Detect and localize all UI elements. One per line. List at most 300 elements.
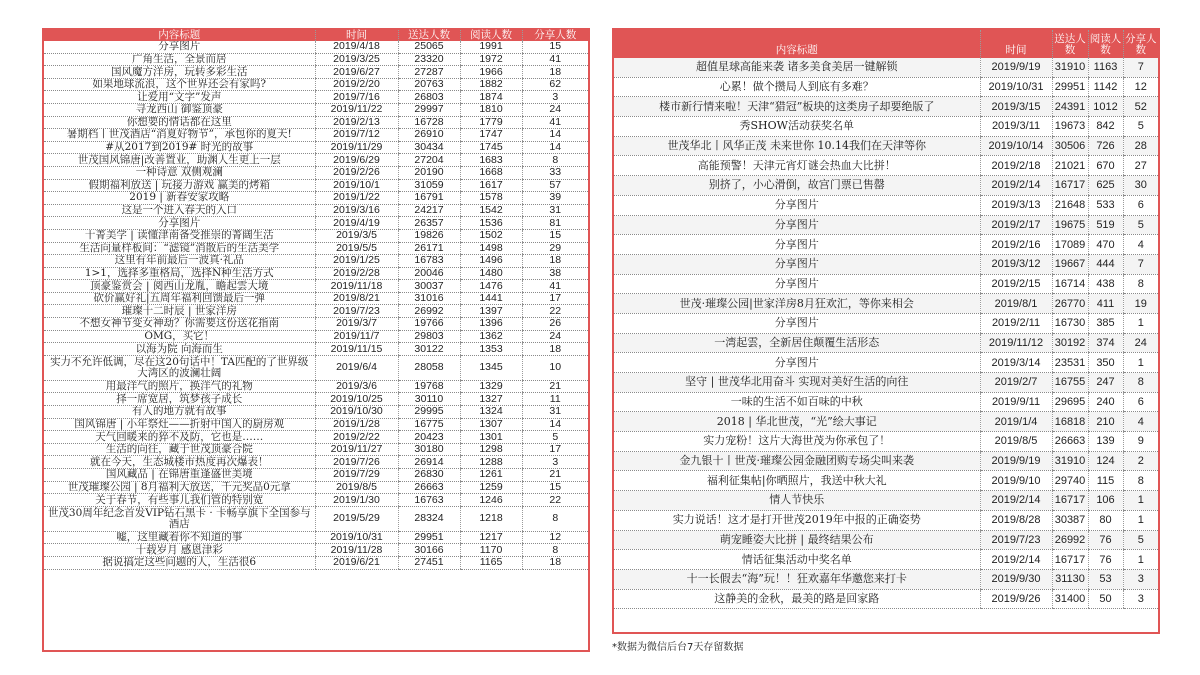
cell-delivered: 29997 <box>398 103 460 116</box>
table-row <box>614 471 1158 491</box>
header-date: 时间 <box>980 30 1052 58</box>
cell-reads: 1502 <box>460 229 522 242</box>
cell-delivered: 20190 <box>398 166 460 179</box>
cell-delivered: 23531 <box>1052 353 1088 373</box>
cell-date: 2019/2/14 <box>980 550 1052 570</box>
cell-reads: 1966 <box>460 66 522 79</box>
cell-title: 实力不允许低调，尽在这20句话中！TA匹配的了世界级大湾区的波澜壮阔 <box>44 355 315 380</box>
cell-title: 分享图片 <box>614 235 980 255</box>
table-row <box>44 305 588 318</box>
cell-delivered: 27287 <box>398 66 460 79</box>
table-row <box>614 569 1158 589</box>
table-row <box>44 469 588 482</box>
cell-reads: 670 <box>1088 156 1123 176</box>
cell-title: 世茂30周年纪念首发VIP钻石黑卡 · 卡畅享旗下全国参与酒店 <box>44 506 315 531</box>
table-row <box>614 589 1158 609</box>
cell-reads: 385 <box>1088 313 1123 333</box>
cell-title: #从2017到2019# 时光的故事 <box>44 141 315 154</box>
cell-reads: 139 <box>1088 432 1123 452</box>
cell-title: 国风藏品 | 在锦唐重逢盛世美境 <box>44 469 315 482</box>
cell-reads: 444 <box>1088 254 1123 274</box>
cell-date: 2019/10/14 <box>980 136 1052 156</box>
cell-title: 嘘，这里藏着你不知道的事 <box>44 531 315 544</box>
cell-date: 2019/2/14 <box>980 176 1052 196</box>
cell-delivered: 26663 <box>398 481 460 494</box>
cell-date: 2019/2/13 <box>315 116 398 129</box>
cell-shares: 21 <box>522 469 588 482</box>
cell-title: 秀SHOW活动获奖名单 <box>614 117 980 137</box>
cell-shares: 15 <box>522 229 588 242</box>
cell-delivered: 30122 <box>398 343 460 356</box>
table-row <box>614 294 1158 314</box>
cell-shares: 1 <box>1123 313 1158 333</box>
cell-delivered: 26992 <box>398 305 460 318</box>
cell-reads: 1536 <box>460 217 522 230</box>
header-delivered: 送达人数 <box>398 30 460 41</box>
table-row <box>614 432 1158 452</box>
table-row <box>44 406 588 419</box>
cell-reads: 1218 <box>460 506 522 531</box>
cell-date: 2019/3/14 <box>980 353 1052 373</box>
cell-date: 2019/2/14 <box>980 491 1052 511</box>
cell-delivered: 16717 <box>1052 550 1088 570</box>
cell-reads: 1353 <box>460 343 522 356</box>
table-row <box>44 544 588 557</box>
cell-reads: 124 <box>1088 451 1123 471</box>
cell-date: 2019/7/26 <box>315 456 398 469</box>
table-row <box>614 392 1158 412</box>
cell-delivered: 30037 <box>398 280 460 293</box>
cell-delivered: 27204 <box>398 154 460 167</box>
cell-delivered: 16755 <box>1052 373 1088 393</box>
cell-title: 实力说话！这才是打开世茂2019年中报的正确姿势 <box>614 510 980 530</box>
cell-date: 2019/6/29 <box>315 154 398 167</box>
cell-date: 2019/5/5 <box>315 242 398 255</box>
cell-shares: 41 <box>522 53 588 66</box>
cell-date: 2019/9/19 <box>980 58 1052 77</box>
cell-reads: 1498 <box>460 242 522 255</box>
cell-shares: 18 <box>522 343 588 356</box>
cell-date: 2019/4/19 <box>315 217 398 230</box>
cell-delivered: 29951 <box>1052 77 1088 97</box>
cell-shares: 8 <box>1123 471 1158 491</box>
cell-reads: 374 <box>1088 333 1123 353</box>
cell-title: 天气回暖来的猝不及防，它也是…… <box>44 431 315 444</box>
cell-delivered: 21021 <box>1052 156 1088 176</box>
right-table-container <box>612 28 1160 634</box>
cell-title: 世茂璀璨公园 | 8月福利大放送，千元奖品0元拿 <box>44 481 315 494</box>
cell-date: 2019/8/21 <box>315 292 398 305</box>
cell-date: 2019/1/25 <box>315 255 398 268</box>
cell-date: 2019/6/27 <box>315 66 398 79</box>
cell-title: 顶豪鉴赏会 | 阅西山龙胤，瞻起雲大境 <box>44 280 315 293</box>
cell-delivered: 19667 <box>1052 254 1088 274</box>
cell-shares: 10 <box>522 355 588 380</box>
cell-shares: 21 <box>522 380 588 393</box>
table-row <box>614 313 1158 333</box>
cell-shares: 3 <box>522 91 588 104</box>
cell-date: 2019/2/18 <box>980 156 1052 176</box>
table-row <box>614 136 1158 156</box>
header-shares: 分享人数 <box>1123 30 1158 58</box>
cell-date: 2019/10/31 <box>315 531 398 544</box>
table-row <box>44 255 588 268</box>
cell-date: 2019/2/17 <box>980 215 1052 235</box>
cell-shares: 5 <box>1123 215 1158 235</box>
cell-date: 2019/6/21 <box>315 556 398 569</box>
cell-date: 2019/8/5 <box>980 432 1052 452</box>
cell-shares: 8 <box>522 544 588 557</box>
cell-shares: 1 <box>1123 353 1158 373</box>
cell-delivered: 26992 <box>1052 530 1088 550</box>
table-row <box>614 215 1158 235</box>
cell-delivered: 26770 <box>1052 294 1088 314</box>
cell-date: 2019/11/29 <box>315 141 398 154</box>
cell-title: 萌宠睡姿大比拼 | 最终结果公布 <box>614 530 980 550</box>
cell-title: 心累！做个攒局人到底有多难？ <box>614 77 980 97</box>
cell-delivered: 19673 <box>1052 117 1088 137</box>
cell-reads: 1327 <box>460 393 522 406</box>
cell-reads: 1779 <box>460 116 522 129</box>
cell-delivered: 26914 <box>398 456 460 469</box>
cell-title: 一种诗意 双侧观澜 <box>44 166 315 179</box>
cell-shares: 14 <box>522 129 588 142</box>
cell-title: 如果地球流浪，这个世界还会有家吗? <box>44 78 315 91</box>
cell-delivered: 30180 <box>398 443 460 456</box>
table-row <box>44 192 588 205</box>
cell-reads: 1991 <box>460 41 522 53</box>
cell-reads: 350 <box>1088 353 1123 373</box>
cell-title: 生活的向往，藏于世茂顶豪合院 <box>44 443 315 456</box>
cell-title: 实力宠粉！这片大海世茂为你承包了！ <box>614 432 980 452</box>
cell-delivered: 30387 <box>1052 510 1088 530</box>
table-row <box>614 235 1158 255</box>
cell-date: 2019/2/20 <box>315 78 398 91</box>
cell-reads: 1683 <box>460 154 522 167</box>
cell-reads: 1288 <box>460 456 522 469</box>
cell-delivered: 16783 <box>398 255 460 268</box>
cell-shares: 9 <box>1123 432 1158 452</box>
cell-shares: 38 <box>522 267 588 280</box>
cell-reads: 240 <box>1088 392 1123 412</box>
cell-date: 2019/8/28 <box>980 510 1052 530</box>
cell-delivered: 16775 <box>398 418 460 431</box>
table-row <box>614 530 1158 550</box>
cell-delivered: 26803 <box>398 91 460 104</box>
cell-shares: 31 <box>522 204 588 217</box>
table-row <box>614 353 1158 373</box>
cell-title: 生活向量样板间：“滤镜”消散后的生活美学 <box>44 242 315 255</box>
right-data-table <box>614 30 1158 609</box>
table-row <box>44 343 588 356</box>
cell-delivered: 17089 <box>1052 235 1088 255</box>
cell-date: 2019/3/12 <box>980 254 1052 274</box>
cell-date: 2019/9/19 <box>980 451 1052 471</box>
table-row <box>44 242 588 255</box>
cell-title: 分享图片 <box>614 313 980 333</box>
cell-date: 2019/7/12 <box>315 129 398 142</box>
cell-delivered: 28324 <box>398 506 460 531</box>
cell-reads: 1307 <box>460 418 522 431</box>
cell-shares: 5 <box>522 431 588 444</box>
cell-title: 这静美的金秋，最美的路是回家路 <box>614 589 980 609</box>
table-row <box>44 292 588 305</box>
cell-title: 十一长假去“海”玩！！狂欢嘉年华邀您来打卡 <box>614 569 980 589</box>
header-date: 时间 <box>315 30 398 41</box>
cell-delivered: 29740 <box>1052 471 1088 491</box>
cell-title: 这里有年前最后一波真·礼品 <box>44 255 315 268</box>
cell-reads: 1298 <box>460 443 522 456</box>
table-row <box>614 333 1158 353</box>
cell-shares: 3 <box>1123 569 1158 589</box>
cell-title: 别挤了，小心滑倒，故宫门票已售罄 <box>614 176 980 196</box>
cell-title: 2019 | 新春安家攻略 <box>44 192 315 205</box>
cell-reads: 1396 <box>460 318 522 331</box>
cell-reads: 726 <box>1088 136 1123 156</box>
cell-title: 这是一个进入春天的入口 <box>44 204 315 217</box>
cell-reads: 1476 <box>460 280 522 293</box>
cell-reads: 1324 <box>460 406 522 419</box>
table-row <box>614 176 1158 196</box>
cell-date: 2019/2/15 <box>980 274 1052 294</box>
cell-shares: 33 <box>522 166 588 179</box>
table-row <box>44 506 588 531</box>
table-row <box>44 103 588 116</box>
table-row <box>614 77 1158 97</box>
table-row <box>44 179 588 192</box>
cell-date: 2019/4/18 <box>315 41 398 53</box>
table-row <box>44 154 588 167</box>
cell-reads: 1882 <box>460 78 522 91</box>
cell-date: 2019/2/28 <box>315 267 398 280</box>
cell-date: 2019/8/5 <box>315 481 398 494</box>
cell-date: 2019/9/30 <box>980 569 1052 589</box>
cell-shares: 41 <box>522 116 588 129</box>
cell-shares: 2 <box>1123 451 1158 471</box>
cell-reads: 1165 <box>460 556 522 569</box>
cell-delivered: 24217 <box>398 204 460 217</box>
cell-shares: 15 <box>522 41 588 53</box>
cell-date: 2019/3/7 <box>315 318 398 331</box>
cell-shares: 4 <box>1123 235 1158 255</box>
cell-reads: 1142 <box>1088 77 1123 97</box>
header-reads: 阅读人数 <box>1088 30 1123 58</box>
table-row <box>614 373 1158 393</box>
cell-shares: 27 <box>1123 156 1158 176</box>
cell-reads: 1329 <box>460 380 522 393</box>
table-row <box>44 116 588 129</box>
cell-reads: 1246 <box>460 494 522 507</box>
cell-delivered: 28058 <box>398 355 460 380</box>
cell-title: 高能预警！天津元宵灯谜会热血大比拼！ <box>614 156 980 176</box>
table-row <box>44 91 588 104</box>
cell-shares: 30 <box>1123 176 1158 196</box>
table-row <box>44 204 588 217</box>
cell-title: 假期福利放送 | 玩接力游戏 赢美的烤箱 <box>44 179 315 192</box>
cell-date: 2019/1/4 <box>980 412 1052 432</box>
cell-title: OMG，买它！ <box>44 330 315 343</box>
cell-shares: 3 <box>522 456 588 469</box>
cell-delivered: 30192 <box>1052 333 1088 353</box>
right-header-row <box>614 30 1158 58</box>
cell-date: 2019/9/10 <box>980 471 1052 491</box>
cell-title: 福利征集帖|你晒照片，我送中秋大礼 <box>614 471 980 491</box>
cell-reads: 1617 <box>460 179 522 192</box>
right-table-body <box>614 58 1158 609</box>
cell-shares: 7 <box>1123 254 1158 274</box>
cell-date: 2019/11/12 <box>980 333 1052 353</box>
cell-title: 择一席宽居，筑梦孩子成长 <box>44 393 315 406</box>
cell-delivered: 21648 <box>1052 195 1088 215</box>
table-row <box>44 318 588 331</box>
cell-title: 2018 | 华北世茂，“光”绘大事记 <box>614 412 980 432</box>
cell-delivered: 29695 <box>1052 392 1088 412</box>
table-row <box>44 280 588 293</box>
cell-date: 2019/11/7 <box>315 330 398 343</box>
cell-shares: 7 <box>1123 58 1158 77</box>
cell-title: 你想要的情话都在这里 <box>44 116 315 129</box>
left-header-row <box>44 30 588 41</box>
table-row <box>44 267 588 280</box>
cell-reads: 247 <box>1088 373 1123 393</box>
cell-title: 分享图片 <box>44 41 315 53</box>
cell-title: 分享图片 <box>614 254 980 274</box>
cell-date: 2019/3/6 <box>315 380 398 393</box>
cell-shares: 19 <box>1123 294 1158 314</box>
cell-shares: 14 <box>522 141 588 154</box>
cell-shares: 81 <box>522 217 588 230</box>
cell-title: 关于春节，有些事儿我们管的特别宽 <box>44 494 315 507</box>
cell-shares: 22 <box>522 494 588 507</box>
cell-delivered: 25065 <box>398 41 460 53</box>
cell-delivered: 19826 <box>398 229 460 242</box>
header-title: 内容标题 <box>44 30 315 41</box>
cell-title: 金九银十丨世茂·璀璨公园金融团购专场尖叫来袭 <box>614 451 980 471</box>
cell-delivered: 29803 <box>398 330 460 343</box>
table-row <box>44 418 588 431</box>
cell-date: 2019/3/16 <box>315 204 398 217</box>
cell-shares: 24 <box>522 103 588 116</box>
cell-shares: 18 <box>522 255 588 268</box>
cell-date: 2019/7/29 <box>315 469 398 482</box>
cell-title: 璀璨十二时辰 | 世家洋房 <box>44 305 315 318</box>
cell-shares: 1 <box>1123 491 1158 511</box>
table-row <box>44 393 588 406</box>
left-table-body <box>44 41 588 569</box>
cell-date: 2019/11/27 <box>315 443 398 456</box>
cell-date: 2019/10/30 <box>315 406 398 419</box>
cell-date: 2019/7/23 <box>315 305 398 318</box>
cell-title: 一味的生活不如百味的中秋 <box>614 392 980 412</box>
cell-reads: 80 <box>1088 510 1123 530</box>
cell-delivered: 30110 <box>398 393 460 406</box>
cell-delivered: 16717 <box>1052 491 1088 511</box>
cell-title: 国风锦唐 | 小年祭灶——折射中国人的厨房观 <box>44 418 315 431</box>
cell-title: 世茂国风锦唐|改善置业，助渊人生更上一层 <box>44 154 315 167</box>
cell-title: 暑期档丨世茂酒店“消夏好物节”，承包你的夏天! <box>44 129 315 142</box>
cell-reads: 411 <box>1088 294 1123 314</box>
cell-title: 用最洋气的照片，换洋气的礼物 <box>44 380 315 393</box>
cell-date: 2019/1/30 <box>315 494 398 507</box>
cell-reads: 76 <box>1088 550 1123 570</box>
cell-delivered: 31016 <box>398 292 460 305</box>
table-row <box>44 531 588 544</box>
cell-delivered: 27451 <box>398 556 460 569</box>
header-delivered: 送达人数 <box>1052 30 1088 58</box>
cell-delivered: 20046 <box>398 267 460 280</box>
cell-delivered: 26830 <box>398 469 460 482</box>
cell-delivered: 23320 <box>398 53 460 66</box>
cell-delivered: 31400 <box>1052 589 1088 609</box>
cell-title: 国风魔方洋房，玩转多彩生活 <box>44 66 315 79</box>
cell-date: 2019/2/16 <box>980 235 1052 255</box>
table-row <box>44 66 588 79</box>
cell-shares: 22 <box>522 305 588 318</box>
cell-title: 1>1，选择多重格局，选择N种生活方式 <box>44 267 315 280</box>
cell-title: 就在今天，生态城楼市热度再次爆表！ <box>44 456 315 469</box>
cell-delivered: 19675 <box>1052 215 1088 235</box>
cell-delivered: 16763 <box>398 494 460 507</box>
cell-date: 2019/7/16 <box>315 91 398 104</box>
cell-delivered: 16818 <box>1052 412 1088 432</box>
cell-shares: 17 <box>522 443 588 456</box>
cell-shares: 8 <box>522 506 588 531</box>
cell-title: 广角生活，全景而居 <box>44 53 315 66</box>
cell-shares: 29 <box>522 242 588 255</box>
table-row <box>44 481 588 494</box>
cell-reads: 1496 <box>460 255 522 268</box>
cell-shares: 57 <box>522 179 588 192</box>
cell-reads: 519 <box>1088 215 1123 235</box>
table-row <box>614 97 1158 117</box>
cell-date: 2019/3/5 <box>315 229 398 242</box>
cell-delivered: 24391 <box>1052 97 1088 117</box>
cell-shares: 52 <box>1123 97 1158 117</box>
cell-shares: 8 <box>1123 274 1158 294</box>
cell-date: 2019/9/11 <box>980 392 1052 412</box>
cell-reads: 53 <box>1088 569 1123 589</box>
cell-delivered: 20763 <box>398 78 460 91</box>
cell-reads: 1261 <box>460 469 522 482</box>
table-row <box>44 141 588 154</box>
cell-reads: 1345 <box>460 355 522 380</box>
cell-reads: 210 <box>1088 412 1123 432</box>
cell-date: 2019/2/7 <box>980 373 1052 393</box>
cell-delivered: 26357 <box>398 217 460 230</box>
cell-shares: 5 <box>1123 117 1158 137</box>
cell-date: 2019/9/26 <box>980 589 1052 609</box>
cell-title: 情话征集活动中奖名单 <box>614 550 980 570</box>
cell-date: 2019/6/4 <box>315 355 398 380</box>
table-row <box>614 510 1158 530</box>
table-row <box>614 156 1158 176</box>
cell-shares: 11 <box>522 393 588 406</box>
left-table-container <box>42 28 590 652</box>
cell-title: 以海为院 向海而生 <box>44 343 315 356</box>
cell-reads: 1441 <box>460 292 522 305</box>
cell-reads: 1301 <box>460 431 522 444</box>
table-row <box>614 412 1158 432</box>
cell-shares: 8 <box>1123 373 1158 393</box>
cell-date: 2019/10/31 <box>980 77 1052 97</box>
cell-title: 分享图片 <box>614 195 980 215</box>
cell-reads: 115 <box>1088 471 1123 491</box>
cell-shares: 6 <box>1123 195 1158 215</box>
table-row <box>44 53 588 66</box>
footnote: *数据为微信后台7天存留数据 <box>612 642 744 653</box>
cell-shares: 62 <box>522 78 588 91</box>
cell-title: 分享图片 <box>614 353 980 373</box>
